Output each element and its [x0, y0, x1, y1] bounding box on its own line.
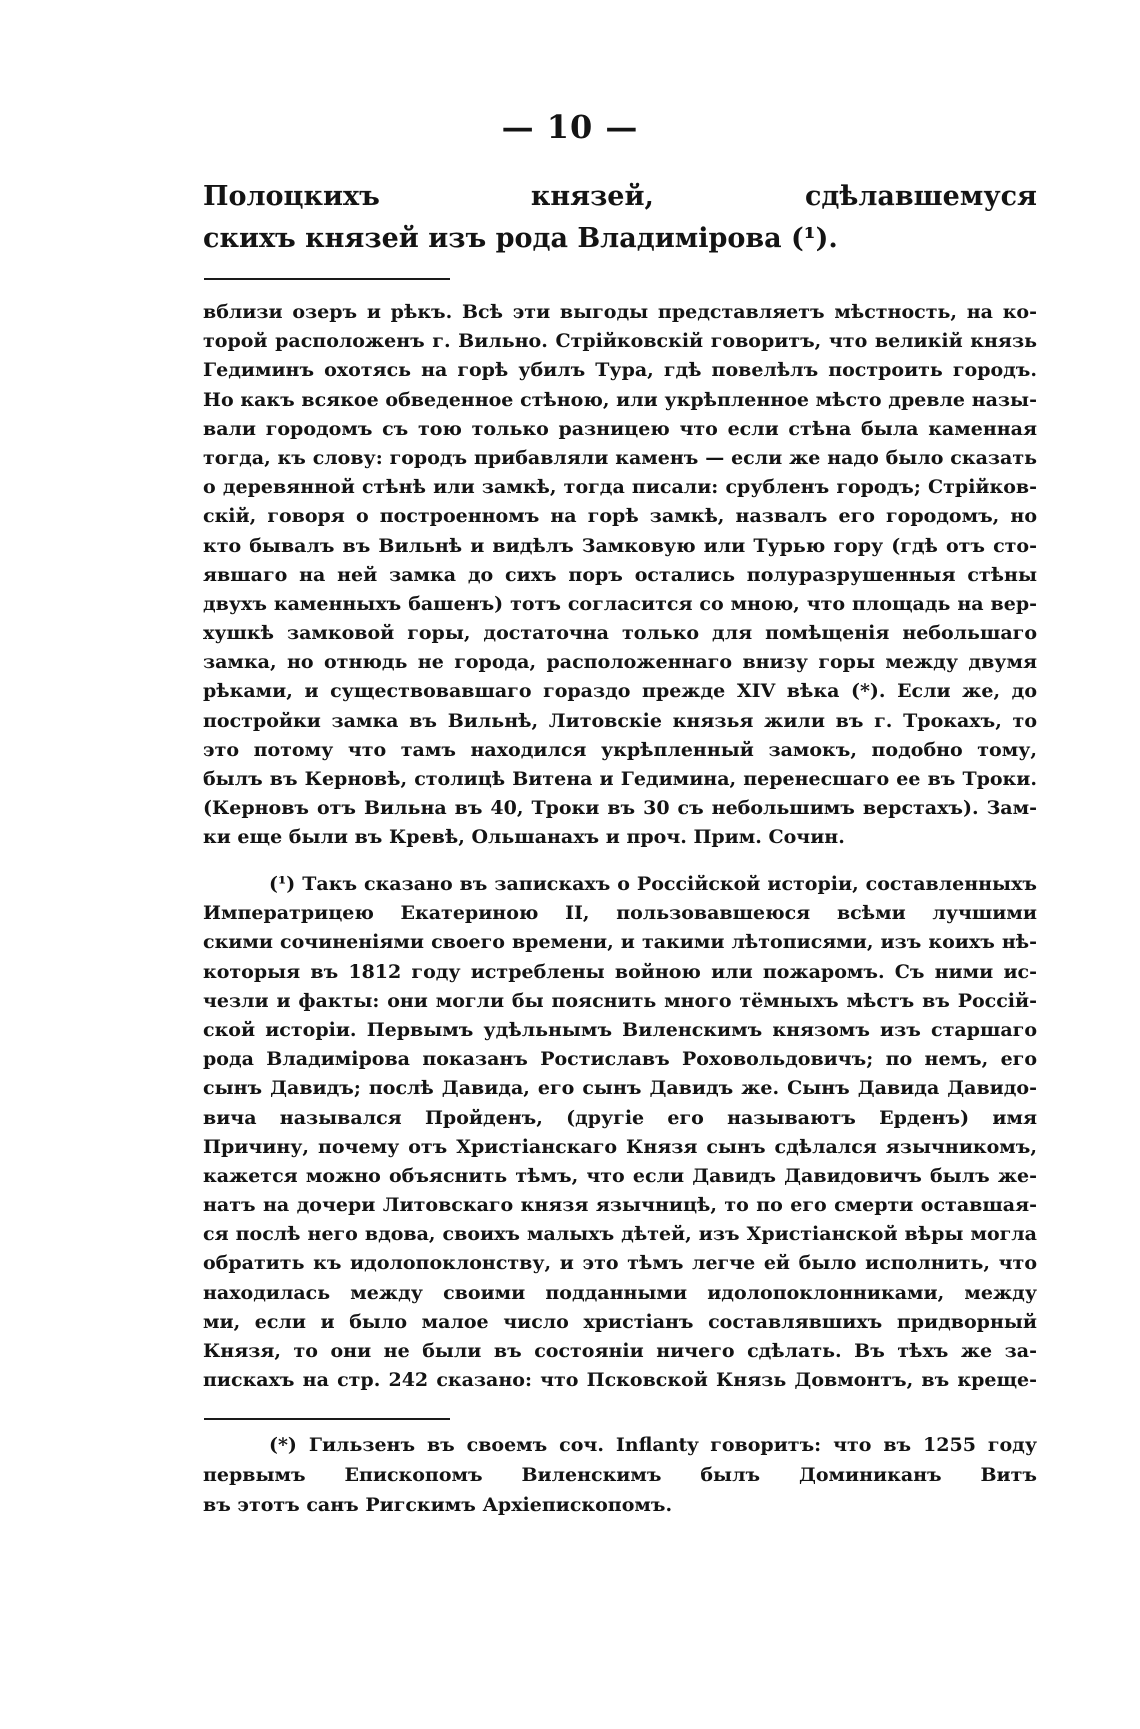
text-line: находилась между своими подданными идолопоклонниками, между — [203, 1281, 1037, 1304]
text-line: это потому что тамъ находился укрѣпленный замокъ, подобно тому, — [203, 738, 1037, 761]
text-line: Полоцкихъ князей, сдѣлавшемуся — [203, 181, 1037, 212]
page-number: — 10 — — [501, 108, 639, 146]
text-line: Императрицею Екатериною II, пользовавшеюся всѣми лучшими — [203, 902, 1037, 925]
text-line: (¹) Такъ сказано въ запискахъ о Россійской исторіи, составленныхъ — [269, 873, 1037, 895]
text-line: Причину, почему отъ Христіанскаго Князя сынъ сдѣлался язычникомъ, — [203, 1135, 1037, 1158]
text-line: Князя, то они не были въ состояніи ничего сдѣлать. Въ тѣхъ же за- — [203, 1340, 1037, 1362]
text-line: ся послѣ него вдова, своихъ малыхъ дѣтей, изъ Христіанской вѣры могла — [203, 1223, 1037, 1246]
text-line: явшаго на ней замка до сихъ поръ остались полуразрушенныя стѣны — [203, 563, 1037, 586]
text-line: въ этотъ санъ Ригскимъ Архіепископомъ. — [203, 1494, 673, 1516]
text-line: кто бывалъ въ Вильнѣ и видѣлъ Замковую или Турью гору (гдѣ отъ сто- — [203, 534, 1037, 557]
text-line: двухъ каменныхъ башенъ) тотъ согласится со мною, что площадь на вер- — [203, 592, 1037, 615]
text-line: сынъ Давидъ; послѣ Давида, его сынъ Давидъ же. Сынъ Давида Давидо- — [203, 1077, 1037, 1100]
text-line: пискахъ на стр. 242 сказано: что Псковской Князь Довмонтъ, въ креще- — [203, 1369, 1037, 1392]
text-line: вича назывался Пройденъ, (другіе его называютъ Ерденъ) имя — [203, 1106, 1037, 1129]
text-line: чезли и факты: они могли бы пояснить много тёмныхъ мѣстъ въ Россій- — [203, 989, 1037, 1012]
text-line: (Керновъ отъ Вильна въ 40, Троки въ 30 съ небольшимъ верстахъ). Зам- — [203, 797, 1037, 820]
text-line: рода Владимірова показанъ Ростиславъ Роховольдовичъ; по немъ, его — [203, 1048, 1037, 1071]
text-line: ской исторіи. Первымъ удѣльнымъ Виленскимъ князомъ изъ старшаго — [203, 1018, 1037, 1041]
text-line: постройки замка въ Вильнѣ, Литовскіе князья жили въ г. Трокахъ, то — [203, 709, 1037, 732]
text-line: которыя въ 1812 году истреблены войною или пожаромъ. Съ ними ис- — [203, 960, 1037, 983]
text-line: замка, но отнюдь не города, расположеннаго внизу горы между двумя — [203, 651, 1037, 674]
footnote-1 — [203, 870, 1037, 1395]
text-line: Гедиминъ охотясь на горѣ убилъ Тура, гдѣ повелѣлъ построить городъ. — [203, 359, 1037, 382]
main-text — [203, 176, 1037, 260]
footnote-star — [203, 1430, 1037, 1520]
text-line: о деревянной стѣнѣ или замкѣ, тогда писали: срубленъ городъ; Стрійков- — [203, 476, 1037, 499]
text-line: натъ на дочери Литовскаго князя язычницѣ, то по его смерти оставшая- — [203, 1194, 1037, 1217]
text-line: кажется можно объяснить тѣмъ, что если Давидъ Давидовичъ былъ же- — [203, 1164, 1037, 1187]
text-line: вблизи озеръ и рѣкъ. Всѣ эти выгоды представляетъ мѣстность, на ко- — [203, 301, 1037, 323]
text-line: скій, говоря о построенномъ на горѣ замкѣ, назвалъ его городомъ, но — [203, 505, 1037, 528]
footnote-continuation — [203, 298, 1037, 853]
text-line: ки еще были въ Кревѣ, Ольшанахъ и проч. Прим. Сочин. — [203, 826, 845, 849]
text-line: скихъ князей изъ рода Владимірова (¹). — [203, 223, 838, 254]
text-line: первымъ Епископомъ Виленскимъ былъ Доминиканъ Витъ — [203, 1464, 1037, 1486]
text-line: торой расположенъ г. Вильно. Стрійковскій говоритъ, что великій князь — [203, 330, 1037, 353]
text-line: вали городомъ съ тою только разницею что если стѣна была каменная — [203, 417, 1037, 440]
footnote-separator — [204, 278, 450, 280]
text-line: Но какъ всякое обведенное стѣною, или укрѣпленное мѣсто древле назы- — [203, 388, 1037, 411]
text-line: былъ въ Керновѣ, столицѣ Витена и Гедимина, перенесшаго ее въ Троки. — [203, 768, 1037, 790]
text-line: (*) Гильзенъ въ своемъ соч. Inflanty говоритъ: что въ 1255 году — [269, 1434, 1037, 1456]
text-line: тогда, къ слову: городъ прибавляли каменъ — если же надо было сказать — [203, 446, 1037, 469]
text-line: обратить къ идолопоклонству, и это тѣмъ легче ей было исполнить, что — [203, 1252, 1037, 1275]
text-line: рѣками, и существовавшаго гораздо прежде XIV вѣка (*). Если же, до — [203, 680, 1037, 703]
text-line: скими сочиненіями своего времени, и такими лѣтописями, изъ коихъ нѣ- — [203, 931, 1037, 954]
text-line: ми, если и было малое число христіанъ составлявшихъ придворный — [203, 1310, 1037, 1333]
footnote-separator — [204, 1418, 450, 1420]
text-line: хушкѣ замковой горы, достаточна только для помѣщенія небольшаго — [203, 622, 1037, 645]
